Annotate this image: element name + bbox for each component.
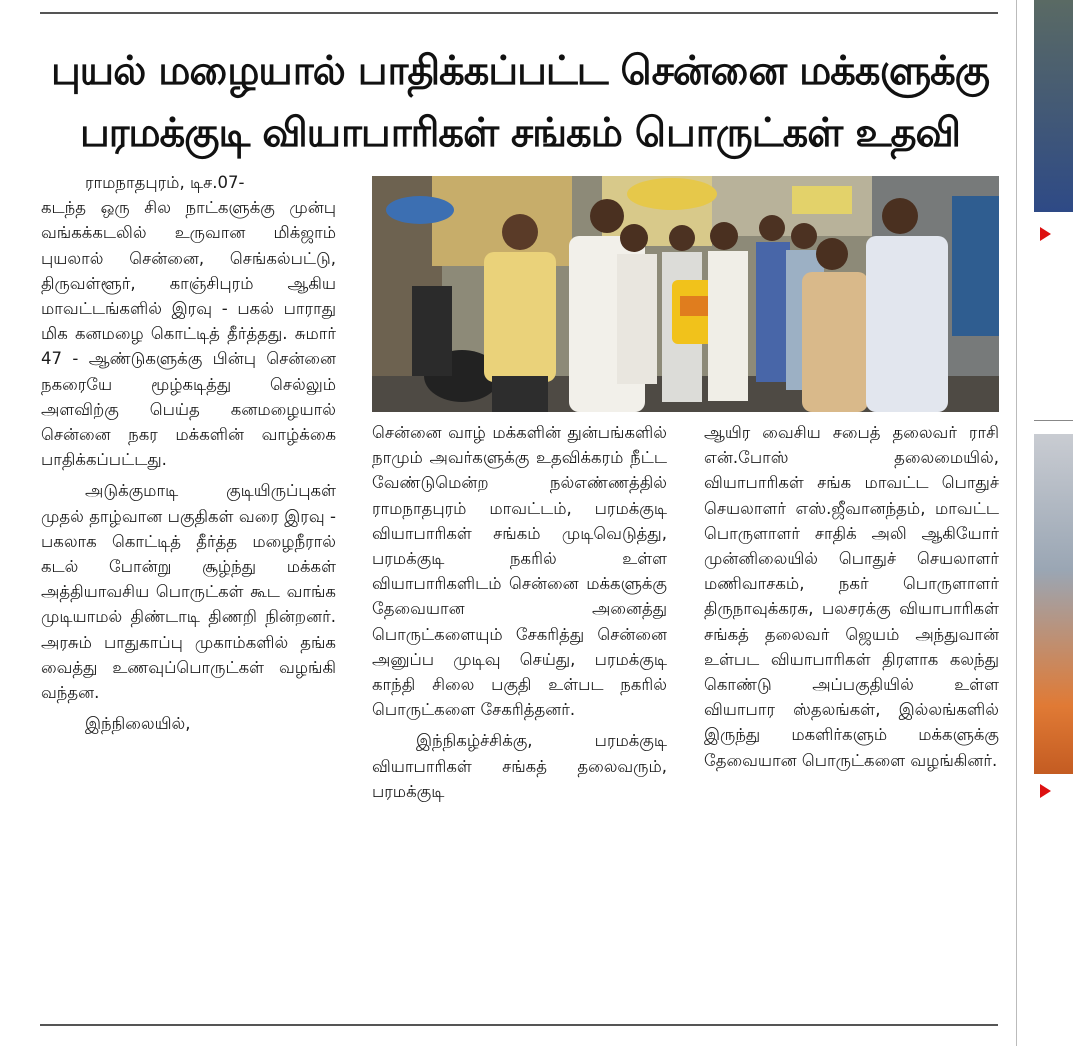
col1-paragraph-2: அடுக்குமாடி குடியிருப்புகள் முதல் தாழ்வான பகுதிகள் வரை இரவு - பகலாக கொட்டித் தீர்த்த மழைநீரால் கடல் போன்று சூழ்ந்து மக்கள் அத்தியாவசிய பொருட்கள் கூட வாங்க முடியாமல் திண்டாடி திணறி நின்றனர். அரசும் பாதுகாப்பு முகாம்களில் தங்க வைத்து உணவுப்பொருட்கள் வழங்கி வந்தன. bbox=[41, 481, 336, 703]
col1-paragraph-3: இந்நிலையில், bbox=[85, 714, 191, 734]
side-arrow-1 bbox=[1040, 227, 1051, 241]
side-divider bbox=[1034, 420, 1073, 421]
col1-paragraph-1: கடந்த ஒரு சில நாட்களுக்கு முன்பு வங்கக்கடலில் உருவான மிக்ஜாம் புயலால் சென்னை, செங்கல்பட்டு, திருவள்ளூர், காஞ்சிபுரம் ஆகிய மாவட்டங்களில் இரவு - பகல் பாராது மிக கனமழை கொட்டித் தீர்த்தது. சுமார் 47 - ஆண்டுகளுக்கு பின்பு சென்னை நகரையே மூழ்கடித்து செல்லும் அளவிற்கு பெய்த கனமழையால் சென்னை நகர மக்களின் வாழ்க்கை பாதிக்கப்பட்டது. bbox=[41, 198, 336, 470]
side-column-divider bbox=[1016, 0, 1017, 1046]
bottom-rule bbox=[40, 1024, 998, 1026]
col2-paragraph-2: இந்நிகழ்ச்சிக்கு, பரமக்குடி வியாபாரிகள் சங்கத் தலைவரும், பரமக்குடி bbox=[372, 731, 667, 801]
col2-paragraph-1: சென்னை வாழ் மக்களின் துன்பங்களில் நாமும் அவர்களுக்கு உதவிக்கரம் நீட்ட வேண்டுமென்ற நல்எண்ணத்தில் ராமநாதபுரம் மாவட்டம், பரமக்குடி வியாபாரிகள் சங்கம் முடிவெடுத்து, பரமக்குடி நகரில் உள்ள வியாபாரிகளிடம் சென்னை மக்களுக்கு தேவையான அனைத்து பொருட்களையும் சேகரித்து சென்னை அனுப்ப முடிவு செய்து, பரமக்குடி காந்தி சிலை பகுதி உள்பட நகரில் பொருட்களை சேகரித்தனர். bbox=[372, 423, 667, 720]
side-photo-top bbox=[1034, 0, 1073, 212]
column-1 bbox=[41, 170, 336, 736]
top-rule bbox=[40, 12, 998, 14]
headline-line2: பரமக்குடி வியாபாரிகள் சங்கம் பொருட்கள் உதவி bbox=[79, 110, 961, 156]
photo-illustration bbox=[372, 176, 999, 412]
news-photo bbox=[372, 176, 999, 412]
dateline: ராமநாதபுரம், டிச.07- bbox=[85, 173, 245, 192]
side-arrow-2 bbox=[1040, 784, 1051, 798]
headline-line1: புயல் மழையால் பாதிக்கப்பட்ட சென்னை மக்களுக்கு bbox=[51, 48, 989, 94]
column-2 bbox=[372, 420, 667, 804]
col3-paragraph-1: ஆயிர வைசிய சபைத் தலைவர் ராசி என்.போஸ் தலைமையில், வியாபாரிகள் சங்க மாவட்ட பொதுச் செயலாளர் எஸ்.ஜீவானந்தம், மாவட்ட பொருளாளர் சாதிக் அலி ஆகியோர் முன்னிலையில் பொதுச் செயலாளர் மணிவாசகம், நகர் பொருளாளர் திருநாவுக்கரசு, பலசரக்கு வியாபாரிகள் சங்கத் தலைவர் ஜெயம் அந்துவான் உள்பட வியாபாரிகள் திரளாக கலந்து கொண்டு அப்பகுதியில் உள்ள வியாபார ஸ்தலங்கள், இல்லங்களில் இருந்து மகளிர்களும் மக்களுக்கு தேவையான பொருட்களை வழங்கினர். bbox=[704, 423, 999, 770]
side-photo-bottom bbox=[1034, 434, 1073, 774]
column-3 bbox=[704, 420, 999, 773]
